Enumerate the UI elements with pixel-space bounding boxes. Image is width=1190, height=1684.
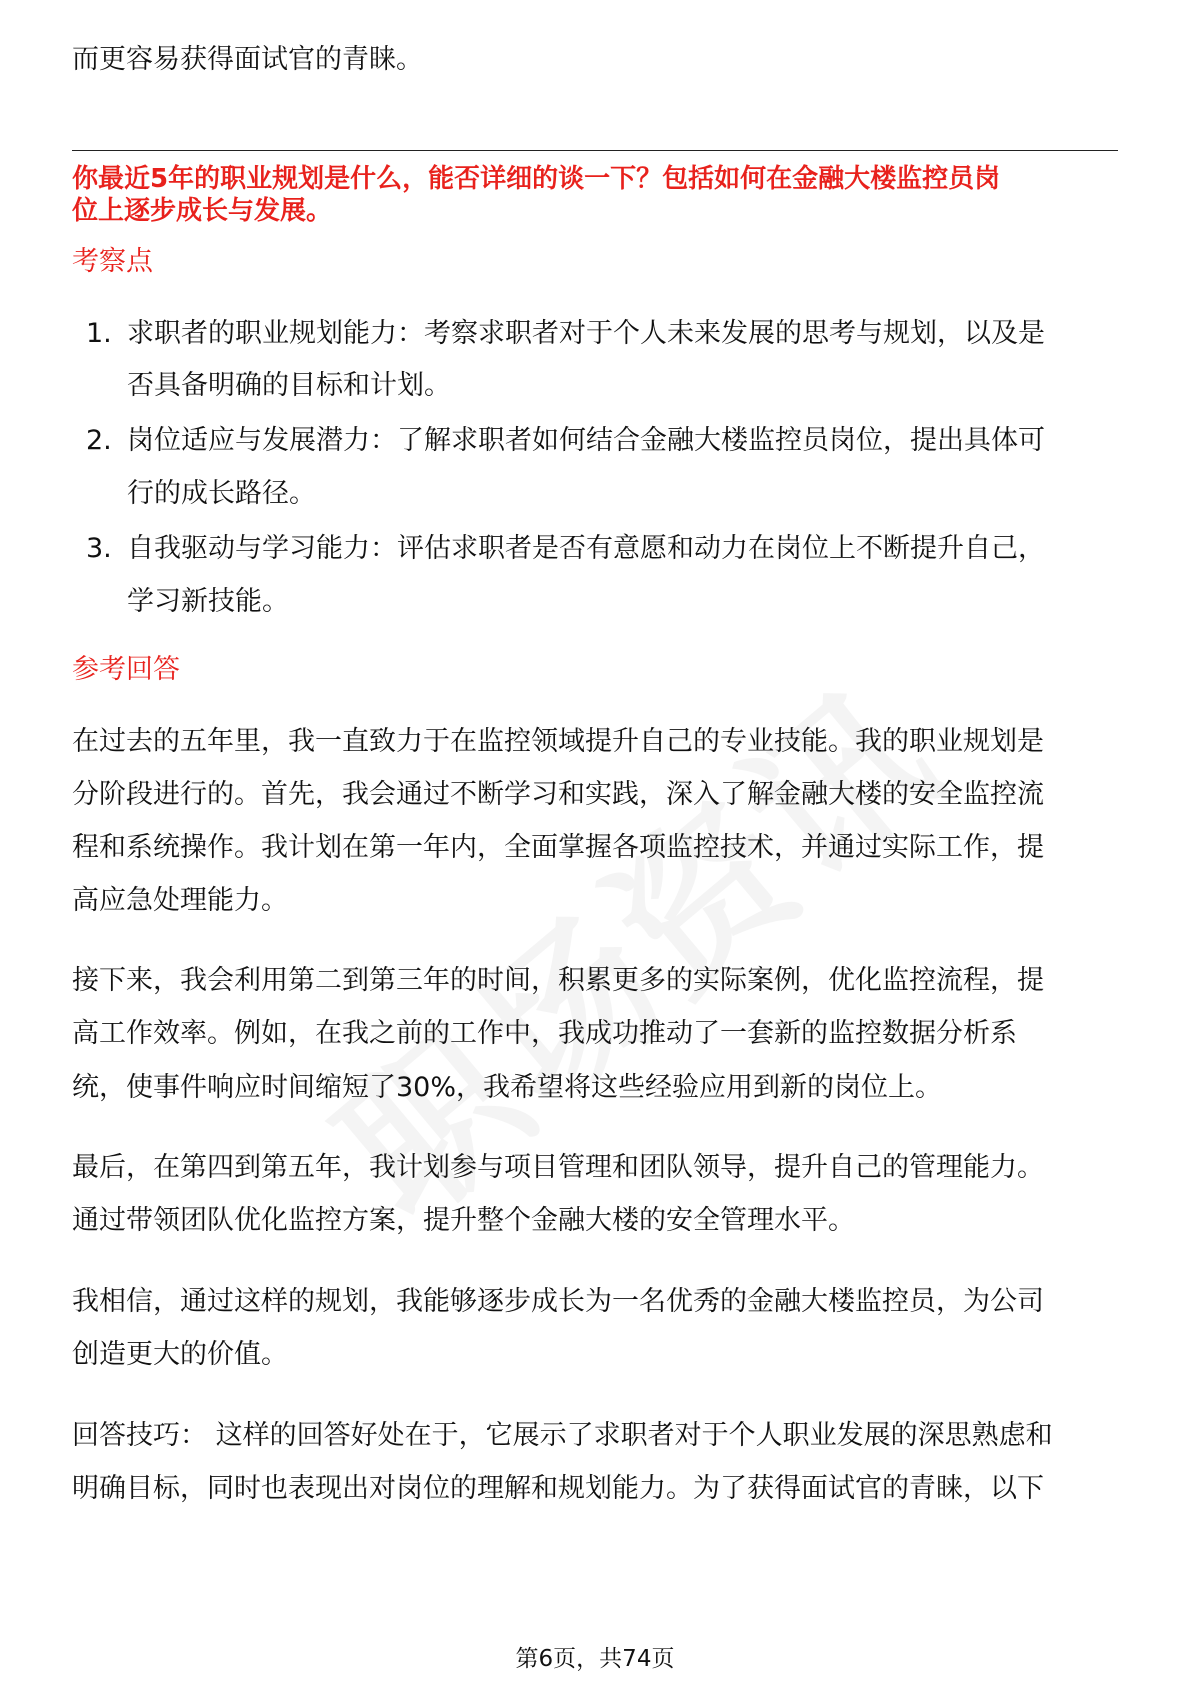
- page-footer: 第6页，共74页: [515, 1646, 675, 1672]
- point-number: 3.: [86, 533, 112, 564]
- paragraph-line: 统，使事件响应时间缩短了30%，我希望将这些经验应用到新的岗位上。: [72, 1072, 943, 1103]
- point-text: 否具备明确的目标和计划。: [127, 370, 451, 401]
- question-line-2: 位上逐步成长与发展。: [72, 196, 333, 226]
- paragraph-line: 分阶段进行的。首先，我会通过不断学习和实践，深入了解金融大楼的安全监控流: [72, 779, 1044, 810]
- point-number: 2.: [86, 425, 112, 456]
- point-text: 岗位适应与发展潜力：了解求职者如何结合金融大楼监控员岗位，提出具体可: [127, 425, 1045, 456]
- point-text: 自我驱动与学习能力：评估求职者是否有意愿和动力在岗位上不断提升自己，: [127, 533, 1045, 564]
- paragraph-line: 程和系统操作。我计划在第一年内，全面掌握各项监控技术，并通过实际工作，提: [72, 832, 1044, 863]
- point-text: 行的成长路径。: [127, 478, 316, 509]
- paragraph-line: 通过带领团队优化监控方案，提升整个金融大楼的安全管理水平。: [72, 1205, 855, 1236]
- point-text: 学习新技能。: [127, 586, 289, 617]
- paragraph-line: 在过去的五年里，我一直致力于在监控领域提升自己的专业技能。我的职业规划是: [72, 726, 1044, 757]
- paragraph-line: 我相信，通过这样的规划，我能够逐步成长为一名优秀的金融大楼监控员，为公司: [72, 1286, 1044, 1317]
- paragraph-line: 接下来，我会利用第二到第三年的时间，积累更多的实际案例，优化监控流程，提: [72, 965, 1044, 996]
- points-heading: 考察点: [72, 246, 153, 277]
- paragraph-line: 创造更大的价值。: [72, 1339, 288, 1370]
- paragraph-line: 最后，在第四到第五年，我计划参与项目管理和团队领导，提升自己的管理能力。: [72, 1152, 1044, 1183]
- answer-heading: 参考回答: [72, 654, 180, 685]
- paragraph-line: 高应急处理能力。: [72, 885, 288, 916]
- section-divider: [72, 150, 1118, 151]
- paragraph-line: 回答技巧： 这样的回答好处在于，它展示了求职者对于个人职业发展的深思熟虑和: [72, 1420, 1053, 1451]
- paragraph-line: 明确目标，同时也表现出对岗位的理解和规划能力。为了获得面试官的青睐，以下: [72, 1473, 1044, 1504]
- paragraph-line: 高工作效率。例如，在我之前的工作中，我成功推动了一套新的监控数据分析系: [72, 1018, 1017, 1049]
- point-text: 求职者的职业规划能力：考察求职者对于个人未来发展的思考与规划，以及是: [127, 318, 1045, 349]
- point-number: 1.: [86, 318, 112, 349]
- continued-text: 而更容易获得面试官的青睐。: [72, 44, 423, 75]
- question-line-1: 你最近5年的职业规划是什么，能否详细的谈一下？包括如何在金融大楼监控员岗: [72, 164, 1001, 194]
